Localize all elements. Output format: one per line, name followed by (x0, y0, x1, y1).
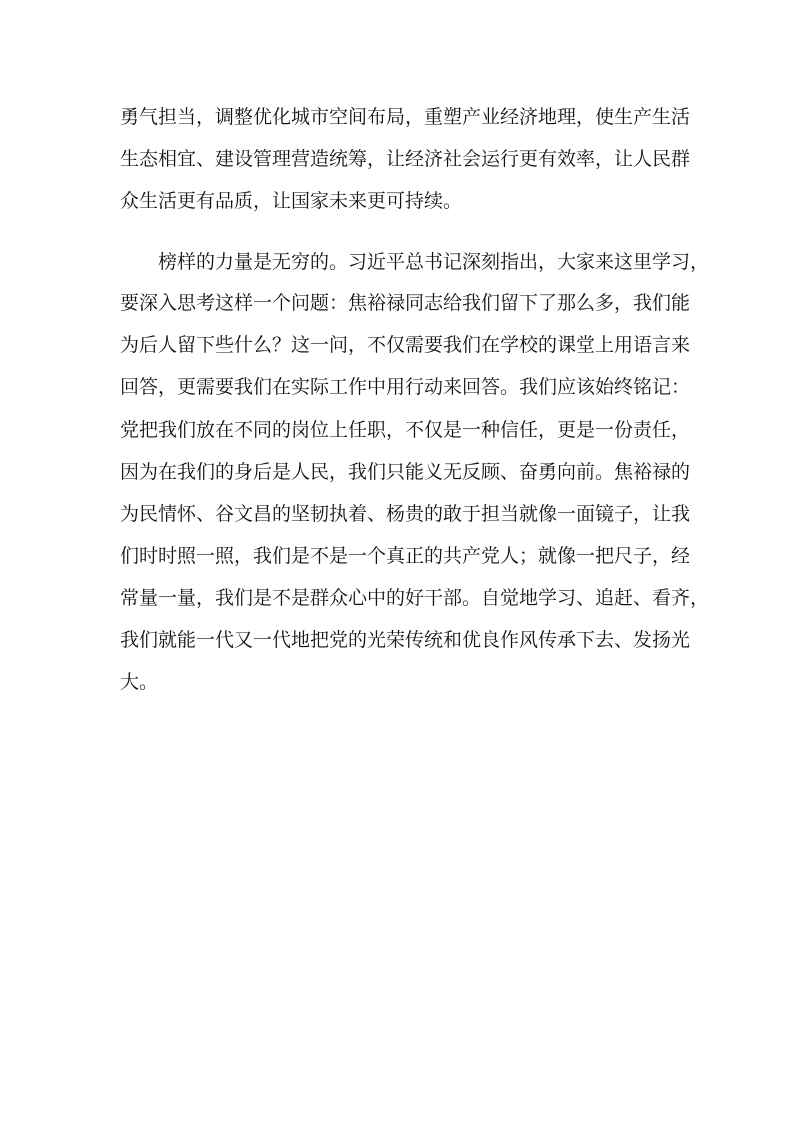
paragraph-2-line-7: 为民情怀、谷文昌的坚韧执着、杨贵的敢于担当就像一面镜子，让我 (120, 503, 691, 525)
paragraph-2-line-6: 因为在我们的身后是人民，我们只能义无反顾、奋勇向前。焦裕禄的 (120, 461, 691, 483)
paragraph-2-line-2: 要深入思考这样一个问题：焦裕禄同志给我们留下了那么多，我们能 (120, 292, 691, 314)
paragraph-2-line-11: 大。 (120, 671, 159, 693)
paragraph-2-line-3: 为后人留下些什么？这一问，不仅需要我们在学校的课堂上用语言来 (120, 334, 691, 356)
paragraph-2-line-10: 我们就能一代又一代地把党的光荣传统和优良作风传承下去、发扬光 (120, 629, 691, 651)
paragraph-2-line-4: 回答，更需要我们在实际工作中用行动来回答。我们应该始终铭记： (120, 376, 691, 398)
paragraph-2-line-5: 党把我们放在不同的岗位上任职，不仅是一种信任，更是一份责任， (120, 419, 691, 441)
paragraph-2-line-9: 常量一量，我们是不是群众心中的好干部。自觉地学习、追赶、看齐， (120, 587, 710, 609)
paragraph-2-line-1: 榜样的力量是无穷的。习近平总书记深刻指出，大家来这里学习， (158, 251, 710, 273)
paragraph-1-line-1: 勇气担当，调整优化城市空间布局，重塑产业经济地理，使生产生活 (120, 106, 691, 128)
paragraph-2-line-8: 们时时照一照，我们是不是一个真正的共产党人；就像一把尺子，经 (120, 545, 691, 567)
paragraph-1-line-2: 生态相宜、建设管理营造统筹，让经济社会运行更有效率，让人民群 (120, 148, 691, 170)
paragraph-1-line-3: 众生活更有品质，让国家未来更可持续。 (120, 190, 463, 212)
